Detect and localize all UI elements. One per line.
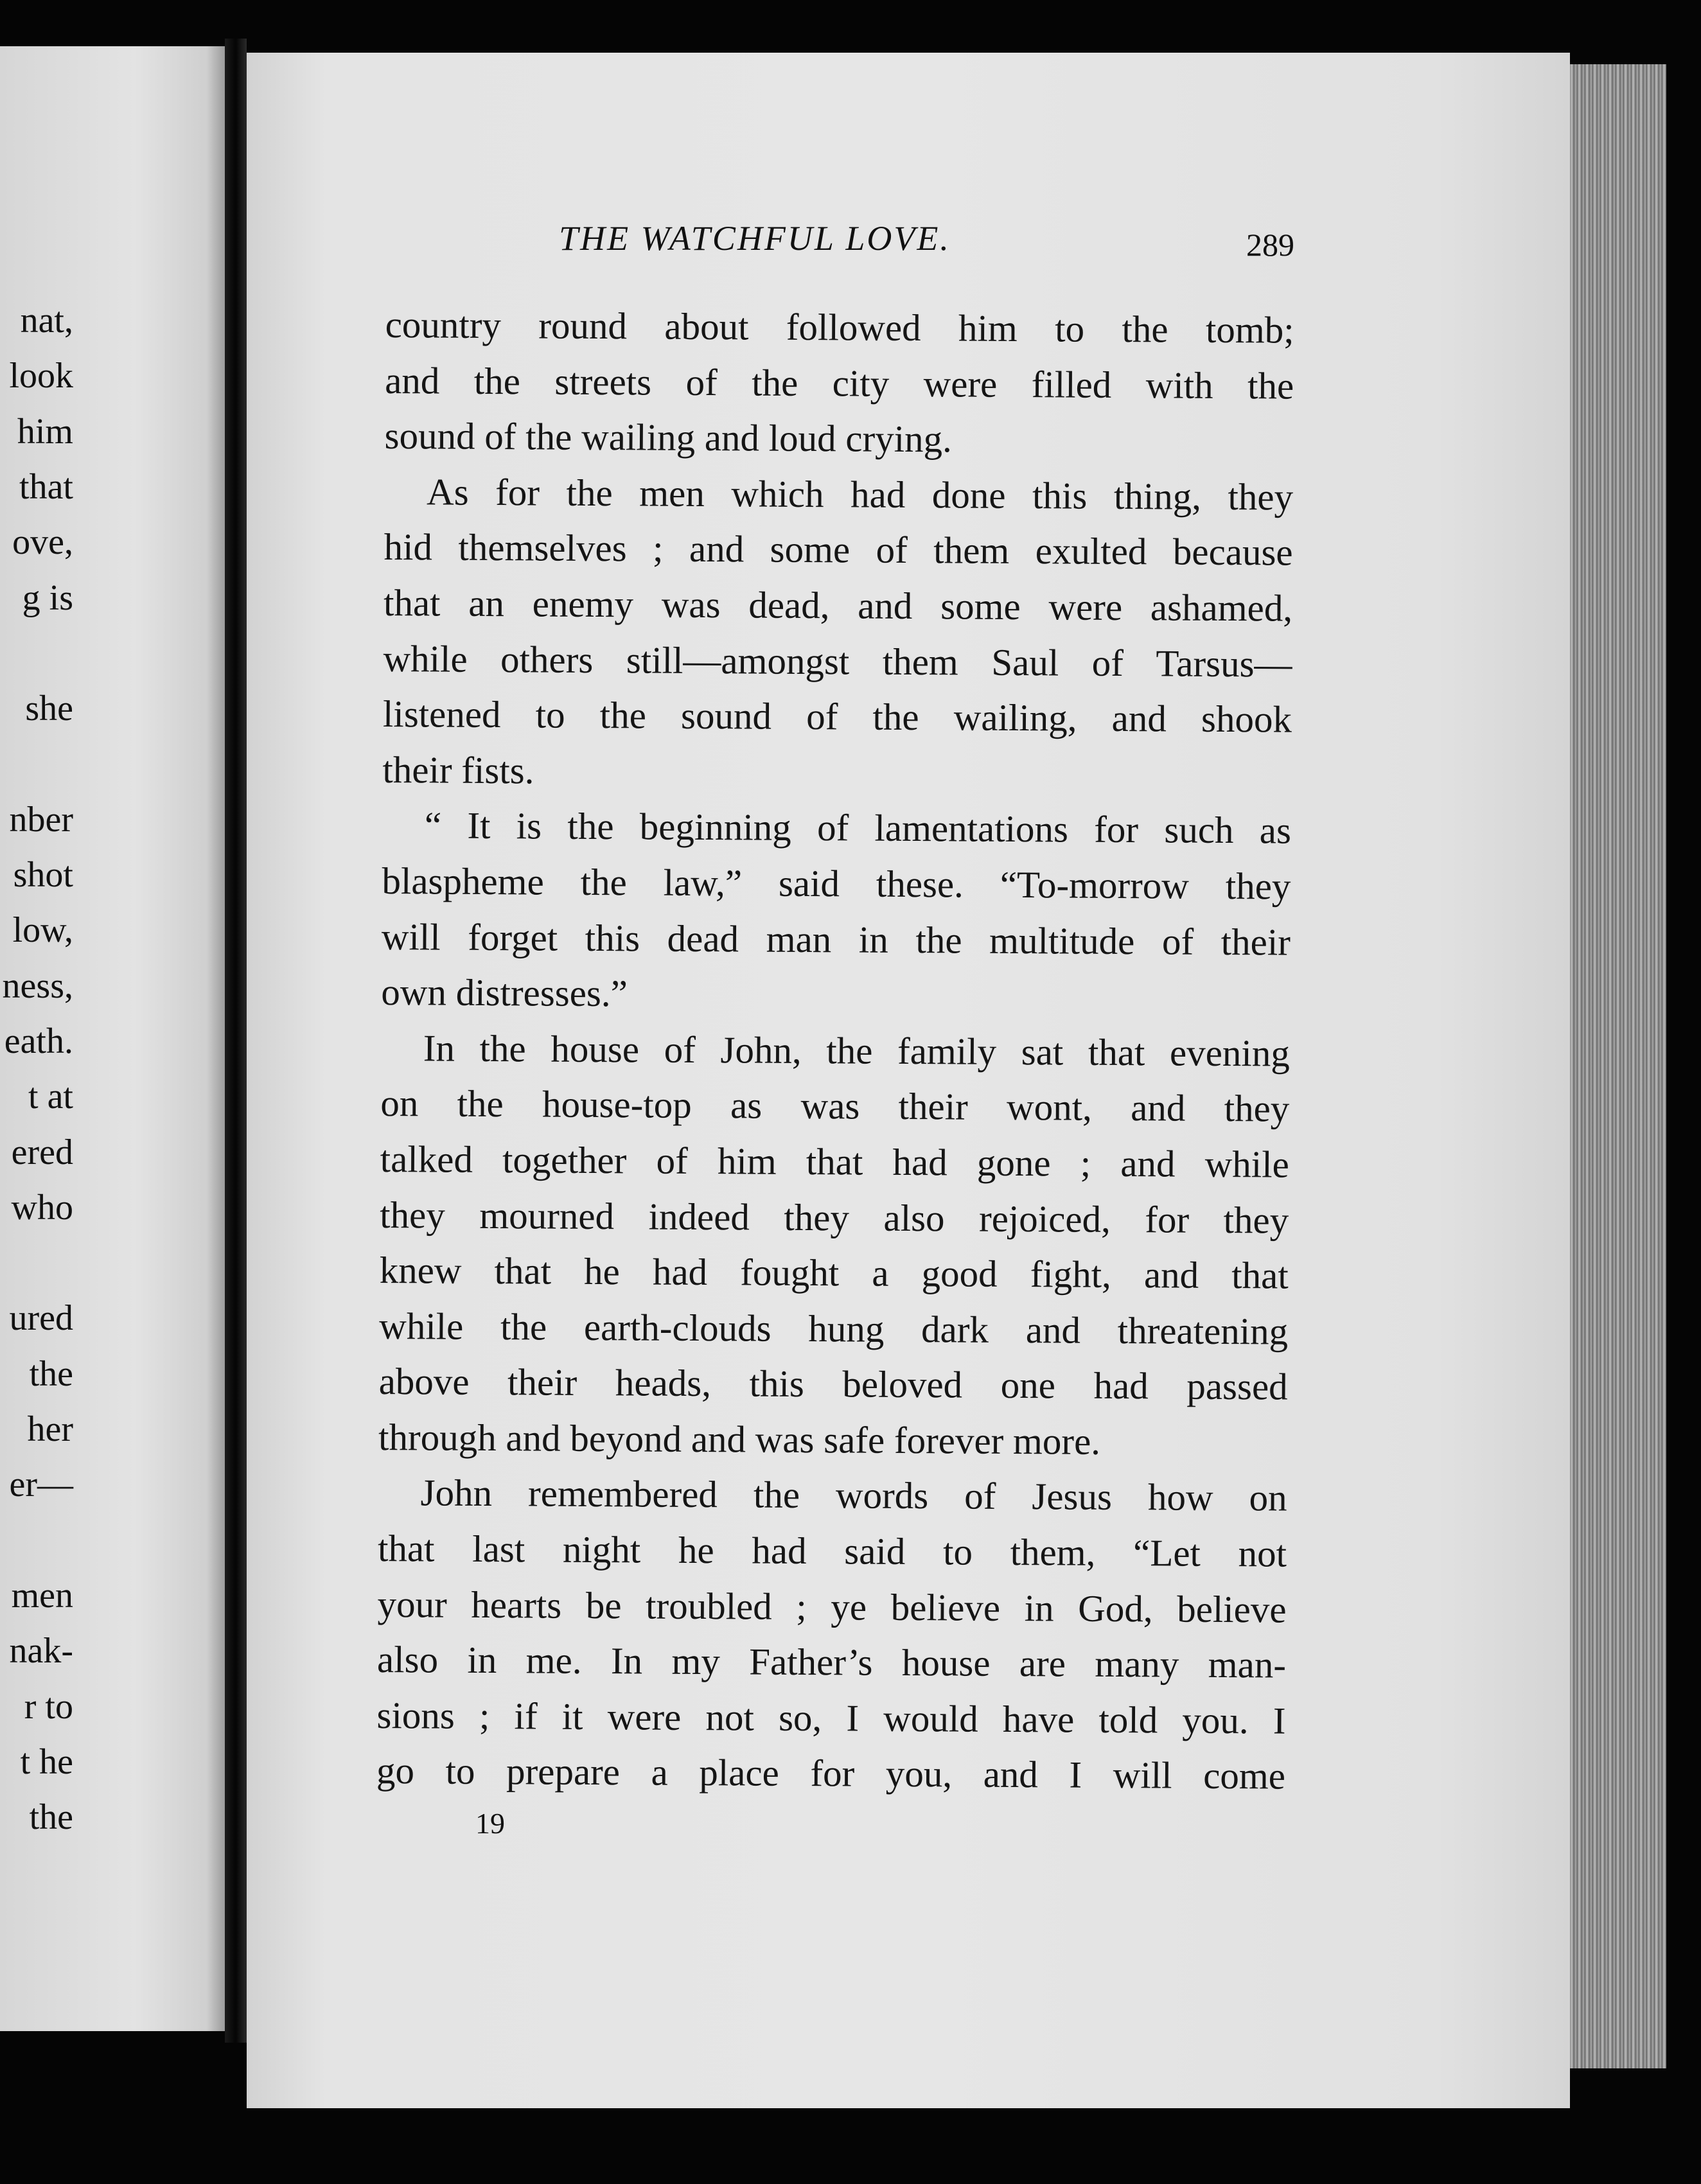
text-line: As for the men which had done this thing, they (426, 470, 1294, 518)
text-line: blaspheme the law,” said these. “To-morrow they (382, 859, 1291, 908)
text-line: listened to the sound of the wailing, and shook (382, 692, 1292, 741)
text-line: your hearts be troubled ; ye believe in God, believe (377, 1582, 1287, 1631)
text-line: that last night he had said to them, “Let not (377, 1527, 1287, 1575)
left-page-line-fragment: her (27, 1409, 73, 1449)
left-page-line-fragment: ered (11, 1132, 73, 1172)
text-line: they mourned indeed they also rejoiced, for they (380, 1193, 1289, 1242)
text-line: talked together of him that had gone ; and while (380, 1137, 1289, 1186)
left-page-line-fragment: low, (12, 910, 73, 951)
body-text (376, 297, 1294, 1804)
text-line: and the streets of the city were filled with the (385, 358, 1294, 407)
text-line: knew that he had fought a good fight, and that (379, 1249, 1289, 1297)
page-fore-edge (1570, 64, 1666, 2068)
left-page-line-fragment: t he (20, 1741, 73, 1782)
left-page-line-fragment: ness, (2, 965, 73, 1006)
book-gutter (225, 39, 247, 2043)
text-line: their fists. (382, 748, 534, 792)
text-line: sions ; if it were not so, I would have told you. I (376, 1693, 1286, 1742)
left-page (0, 46, 225, 2031)
left-page-line-fragment: ove, (12, 522, 73, 563)
left-page-line-fragment: nat, (20, 301, 73, 340)
text-line: through and beyond and was safe forever more. (378, 1415, 1101, 1463)
text-line: In the house of John, the family sat that evening (423, 1026, 1291, 1075)
left-page-line-fragment: nber (9, 799, 73, 840)
left-page-line-fragment: him (17, 411, 73, 452)
page-number: 289 (1246, 227, 1294, 263)
left-page-line-fragment: er— (9, 1465, 73, 1505)
left-page-line-fragment: she (25, 689, 73, 729)
text-line: hid themselves ; and some of them exulted because (383, 525, 1293, 574)
text-line: also in me. In my Father’s house are many man- (376, 1638, 1287, 1686)
text-line: while others still—amongst them Saul of Tarsus— (383, 637, 1292, 685)
signature-mark: 19 (475, 1807, 505, 1840)
left-page-line-fragment: g is (22, 577, 73, 618)
left-page-line-fragment: men (11, 1575, 73, 1616)
text-line: John remembered the words of Jesus how on (420, 1471, 1287, 1520)
text-line: above their heads, this beloved one had passed (378, 1360, 1288, 1408)
text-line: own distresses.” (381, 971, 628, 1015)
text-line: that an enemy was dead, and some were ashamed, (383, 581, 1293, 630)
left-page-line-fragment: that (19, 466, 73, 507)
left-page-line-fragment: look (9, 356, 73, 396)
text-line: while the earth-clouds hung dark and threatening (379, 1304, 1289, 1353)
left-page-line-fragment: nak- (9, 1631, 73, 1671)
left-page-line-fragment: eath. (4, 1021, 73, 1061)
text-line: will forget this dead man in the multitude of their (381, 915, 1291, 964)
running-head: THE WATCHFUL LOVE. (559, 219, 951, 258)
text-line: go to prepare a place for you, and I will come (376, 1749, 1286, 1798)
paragraph (382, 464, 1293, 803)
text-line: “ It is the beginning of lamentations for such as (424, 804, 1292, 852)
left-page-line-fragment: ured (9, 1298, 73, 1339)
paragraph (384, 297, 1294, 469)
paragraph (378, 1020, 1290, 1470)
left-page-line-fragment: the (29, 1353, 73, 1394)
left-page-line-fragment: who (11, 1187, 73, 1228)
left-page-line-fragment: the (29, 1797, 73, 1838)
left-page-line-fragment: r to (24, 1686, 73, 1727)
paragraph (376, 1465, 1287, 1804)
text-line: country round about followed him to the tomb; (385, 303, 1294, 351)
text-line: sound of the wailing and loud crying. (384, 414, 953, 461)
paragraph (381, 797, 1291, 1025)
text-line: on the house-top as was their wont, and they (380, 1082, 1290, 1130)
left-page-line-fragment: t at (28, 1077, 73, 1117)
left-page-line-fragment: shot (13, 855, 73, 895)
